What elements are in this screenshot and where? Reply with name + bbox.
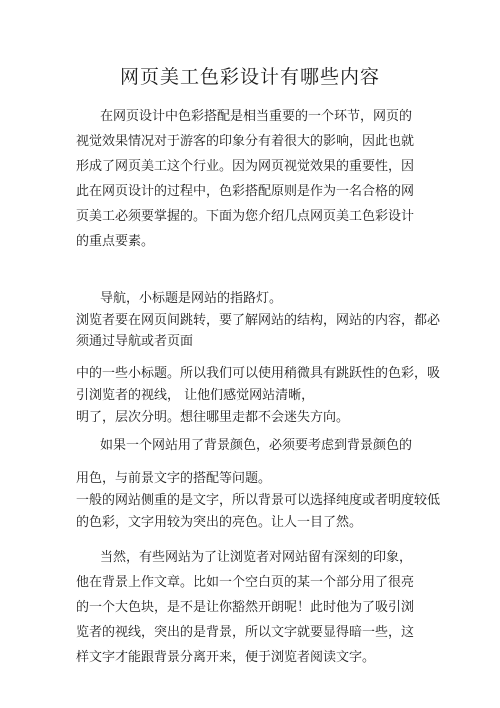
paragraph-2-line-1: 导航，小标题是网站的指路灯。 xyxy=(100,291,283,306)
paragraph-3-line-2: 引浏览者的视线， 让他们感觉网站清晰， xyxy=(76,388,315,403)
paragraph-5-line-1: 用色，与前景文字的搭配等问题。 xyxy=(76,471,272,486)
paragraph-6-line-3: 的一个大色块，是不是让你豁然开朗呢！此时他为了吸引浏 xyxy=(76,600,415,615)
paragraph-6-line-1: 当然，有些网站为了让浏览者对网站留有深刻的印象， xyxy=(100,550,413,565)
paragraph-2-line-2: 浏览者要在网页间跳转，要了解网站的结构，网站的内容，都必 xyxy=(76,313,441,328)
paragraph-1-line-3: 形成了网页美工这个行业。因为网页视觉效果的重要性，因 xyxy=(76,159,415,174)
paragraph-1-line-1: 在网页设计中色彩搭配是相当重要的一个环节，网页的 xyxy=(100,109,413,124)
paragraph-1-line-6: 的重点要素。 xyxy=(76,234,155,249)
paragraph-3-line-3: 明了，层次分明。想往哪里走都不会迷失方向。 xyxy=(76,410,350,425)
paragraph-6-line-5: 样文字才能跟背景分离开来，便于浏览者阅读文字。 xyxy=(76,650,376,665)
paragraph-1-line-5: 页美工必须要掌握的。下面为您介绍几点网页美工色彩设计 xyxy=(76,209,415,224)
paragraph-4-line-1: 如果一个网站用了背景颜色，必须要考虑到背景颜色的 xyxy=(100,438,413,453)
page-title: 网页美工色彩设计有哪些内容 xyxy=(119,66,380,88)
paragraph-5-line-3: 的色彩，文字用较为突出的亮色。让人一目了然。 xyxy=(76,515,363,530)
paragraph-3-line-1: 中的一些小标题。所以我们可以使用稍微具有跳跃性的色彩，吸 xyxy=(76,366,441,381)
paragraph-6-line-2: 他在背景上作文章。比如一个空白页的某一个部分用了很亮 xyxy=(76,575,415,590)
paragraph-1-line-2: 视觉效果情况对于游客的印象分有着很大的影响，因此也就 xyxy=(76,134,415,149)
paragraph-5-line-2: 一般的网站侧重的是文字，所以背景可以选择纯度或者明度较低 xyxy=(76,493,441,508)
paragraph-6-line-4: 览者的视线，突出的是背景，所以文字就要显得暗一些，这 xyxy=(76,625,415,640)
paragraph-2-line-3: 须通过导航或者页面 xyxy=(76,334,194,349)
paragraph-1-line-4: 此在网页设计的过程中，色彩搭配原则是作为一名合格的网 xyxy=(76,184,415,199)
